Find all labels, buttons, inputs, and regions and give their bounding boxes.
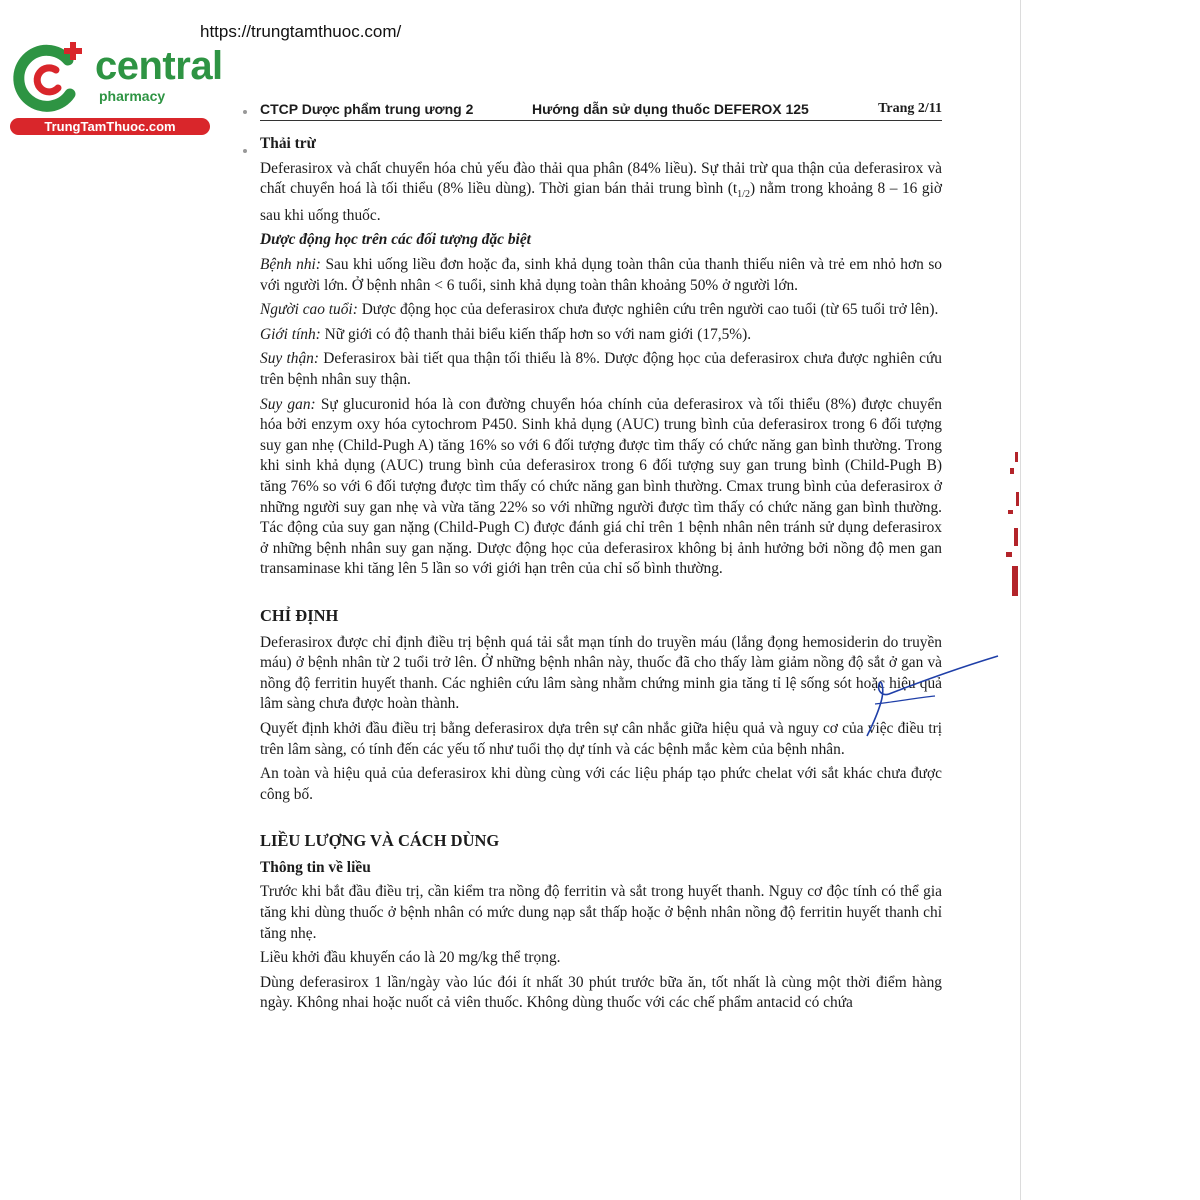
dosage-paragraph: Trước khi bắt đầu điều trị, cần kiểm tra nồng độ ferritin và sắt trong huyết thanh. Nguy cơ độc tính có thể gia tăng khi dùng thuốc ở bệnh nhân có mức dung nạp sắt thấp hoặc ở bệnh nhân nồng độ ferritin huyết thanh chỉ tăng nhẹ. [260, 883, 942, 942]
document-header [260, 100, 942, 121]
population-paragraph: Người cao tuổi: Dược động học của deferasirox chưa được nghiên cứu trên người cao tuổi (từ 65 tuổi trở lên). [260, 301, 939, 319]
dosage-subheading: Thông tin về liều [260, 858, 371, 876]
margin-dot [243, 110, 247, 114]
signature-mark [855, 652, 1005, 742]
watermark-url: https://trungtamthuoc.com/ [200, 22, 402, 41]
population-paragraph: Giới tính: Nữ giới có độ thanh thải biểu kiến thấp hơn so với nam giới (17,5%). [260, 325, 752, 343]
population-paragraph: Suy thận: Deferasirox bài tiết qua thận tối thiểu là 8%. Dược động học của deferasirox chưa được nghiên cứu trên bệnh nhân suy thận. [260, 350, 942, 389]
header-company: CTCP Dược phẩm trung ương 2 [260, 101, 474, 117]
indication-paragraph: An toàn và hiệu quả của deferasirox khi dùng cùng với các liệu pháp tạo phức chelat với sắt khác chưa được công bố. [260, 765, 942, 803]
red-stamp-mark [998, 448, 1028, 600]
dosage-heading: LIỀU LƯỢNG VÀ CÁCH DÙNG [260, 831, 500, 851]
pharmacy-logo [10, 38, 223, 138]
header-page-number: Trang 2/11 [878, 101, 942, 116]
header-title: Hướng dẫn sử dụng thuốc DEFEROX 125 [532, 101, 809, 117]
page-edge-line [1020, 0, 1021, 1200]
indication-paragraph: Deferasirox được chỉ định điều trị bệnh quá tải sắt mạn tính do truyền máu (lắng đọng hemosiderin do truyền máu) ở bệnh nhân từ 2 tuổi trở lên. Ở những bệnh nhân này, thuốc đã cho thấy làm giảm nồng độ sắt ở gan và nồng độ ferritin huyết thanh. Các nghiên cứu lâm sàng nhằm chứng minh gia tăng tỉ lệ sống sót hoặc hiệu quả lâm sàng chưa được hoàn thành. [260, 633, 942, 713]
dosage-paragraph: Dùng deferasirox 1 lần/ngày vào lúc đói ít nhất 30 phút trước bữa ăn, tốt nhất là cùng một thời điểm hàng ngày. Không nhai hoặc nuốt cả viên thuốc. Không dùng thuốc với các chế phẩm antacid có chứa [260, 973, 942, 1012]
indication-heading: CHỈ ĐỊNH [260, 605, 339, 625]
population-paragraph: Bệnh nhi: Sau khi uống liều đơn hoặc đa, sinh khả dụng toàn thân của thanh thiếu niên và trẻ em nhỏ hơn so với người lớn. Ở bệnh nhân < 6 tuổi, sinh khả dụng toàn thân khoảng 50% ở người lớn. [260, 256, 943, 294]
elimination-paragraph: Deferasirox và chất chuyển hóa chủ yếu đào thải qua phân (84% liều). Sự thải trừ qua thận của deferasirox và chất chuyển hoá là tối thiểu (8% liều dùng). Thời gian bán thải trung bình $(t_{1/2})$ nằm trong khoảng 8 – 16 giờ sau khi uống thuốc. [260, 159, 942, 224]
dosage-paragraph: Liều khởi đầu khuyến cáo là 20 mg/kg thể trọng. [260, 949, 561, 967]
logo-band: TrungTamThuoc.com [10, 118, 210, 135]
logo-subtitle: pharmacy [99, 88, 166, 104]
document-body [260, 134, 942, 1018]
central-pharmacy-mark-icon [10, 38, 90, 118]
logo-name: central [95, 44, 223, 88]
elimination-heading: Thải trừ [260, 135, 316, 152]
special-populations-heading: Dược động học trên các đối tượng đặc biệt [260, 231, 531, 249]
indication-paragraph: Quyết định khởi đầu điều trị bằng deferasirox dựa trên sự cân nhắc giữa hiệu quả và nguy cơ của việc điều trị trên lâm sàng, có tính đến các yếu tố như tuổi thọ dự tính và các bệnh mắc kèm của bệnh nhân. [260, 719, 942, 758]
population-paragraph: Suy gan: Sự glucuronid hóa là con đường chuyển hóa chính của deferasirox và tối thiểu (8%) được chuyển hóa bởi enzym oxy hóa cytochrom P450. Sinh khả dụng (AUC) trung bình của deferasirox trong 6 đối tượng suy gan nhẹ (Child-Pugh A) tăng 16% so với 6 đối tượng được tìm thấy có chức năng gan bình thường. Trong khi sinh khả dụng (AUC) trung bình của deferasirox trong 6 đối tượng suy gan trung bình (Child-Pugh B) tăng 76% so với 6 đối tượng được tìm thấy có chức năng gan bình thường. Cmax trung bình của deferasirox ở những người suy gan nhẹ và vừa tăng 22% so với những người được tìm thấy có chức năng gan bình thường. Tác động của suy gan nặng (Child-Pugh C) được đánh giá chỉ trên 1 bệnh nhân nên tránh sử dụng deferasirox ở những bệnh nhân suy gan nặng. Dược động học của deferasirox không bị ảnh hưởng bởi nồng độ men gan transaminase khi tăng lên 5 lần so với giới hạn trên của chỉ số bình thường. [260, 395, 942, 578]
margin-dot [243, 149, 247, 153]
